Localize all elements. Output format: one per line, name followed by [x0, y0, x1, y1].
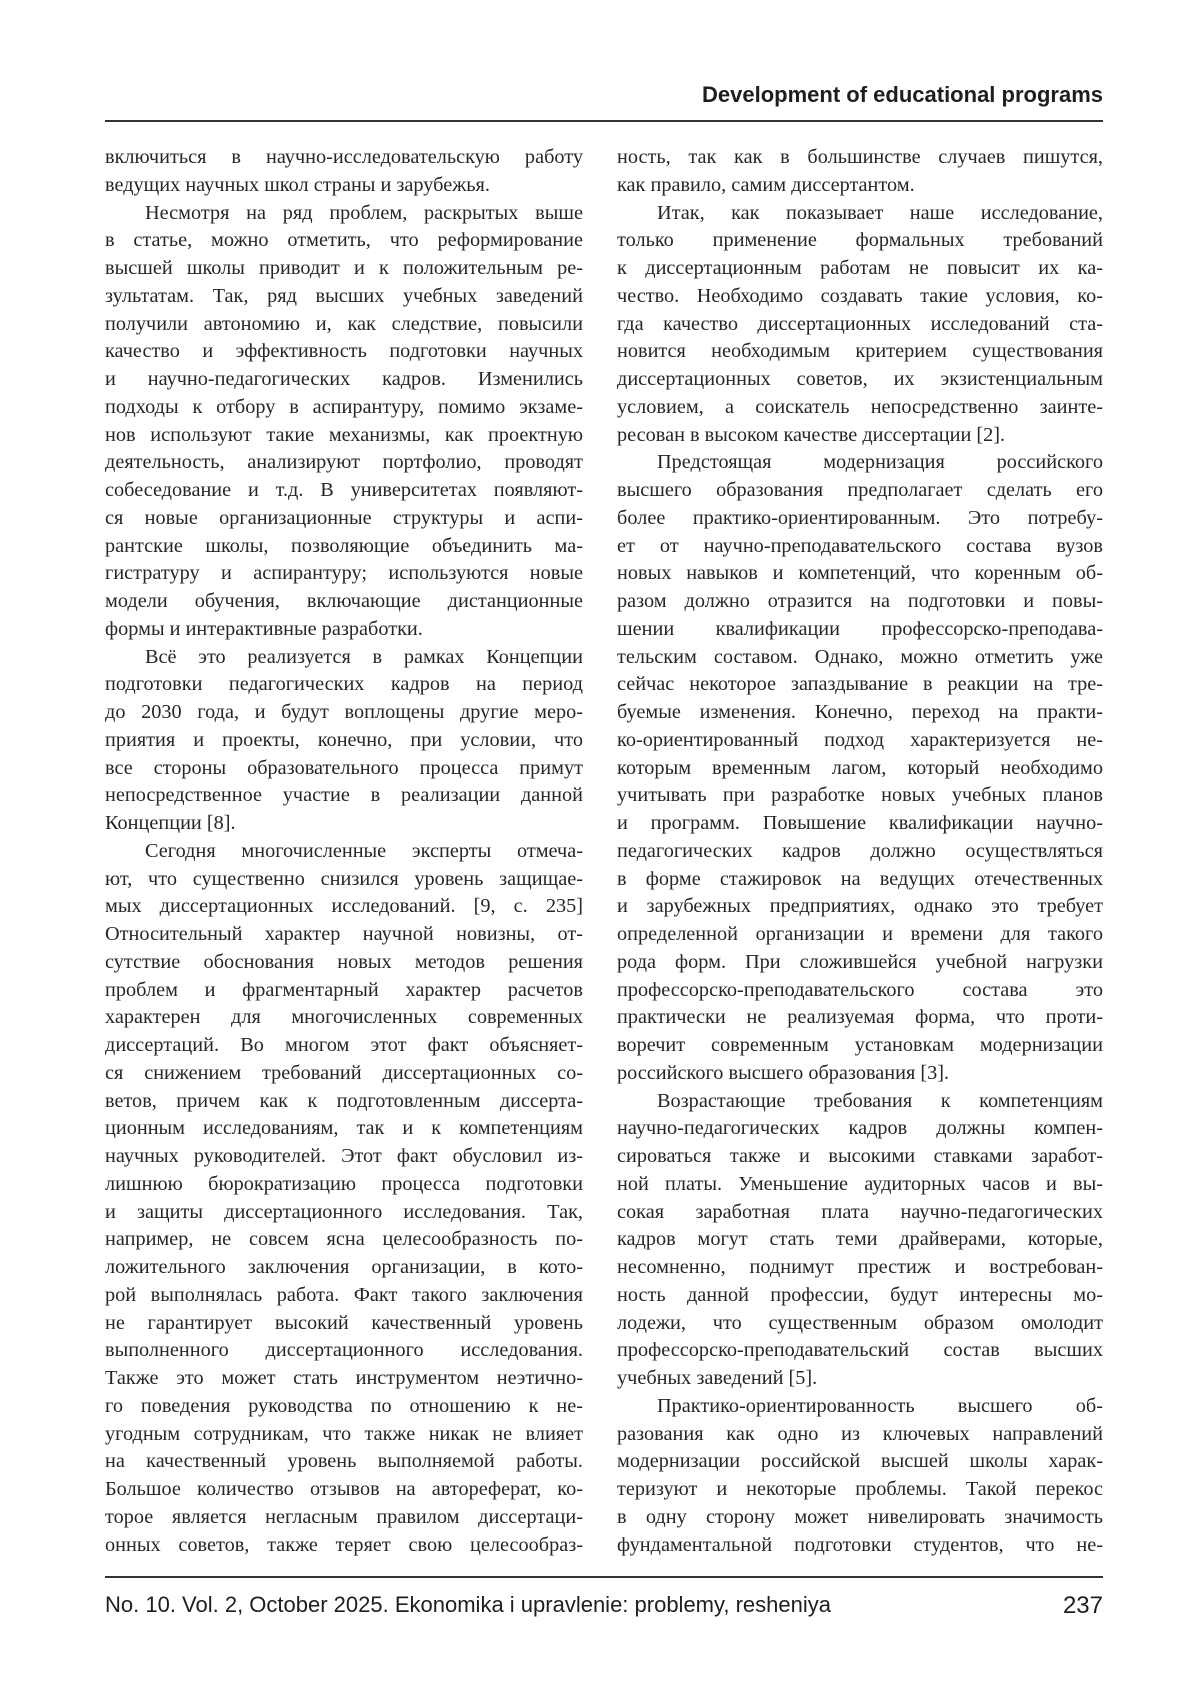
- journal-citation: No. 10. Vol. 2, October 2025. Ekonomika i upravlenie: problemy, resheniya: [105, 1592, 831, 1620]
- paragraph: [617, 144, 1103, 200]
- text-line: Несмотря на ряд проблем, раскрытых выше: [105, 200, 583, 228]
- paragraph: [617, 1393, 1103, 1560]
- text-line: го поведения руководства по отношению к не-: [105, 1393, 583, 1421]
- text-line: проблем и фрагментарный характер расчетов: [105, 977, 583, 1005]
- text-line: рантские школы, позволяющие объединить ма-: [105, 533, 583, 561]
- text-line: более практико-ориентированным. Это потребу-: [617, 505, 1103, 533]
- text-line: до 2030 года, и будут воплощены другие меро-: [105, 699, 583, 727]
- text-line: Сегодня многочисленные эксперты отмеча-: [105, 838, 583, 866]
- text-line: тельским составом. Однако, можно отметить уже: [617, 644, 1103, 672]
- paragraph: [617, 1088, 1103, 1393]
- text-line: онных советов, также теряет свою целесообраз-: [105, 1532, 583, 1560]
- text-line: Всё это реализуется в рамках Концепции: [105, 644, 583, 672]
- text-line: модели обучения, включающие дистанционные: [105, 588, 583, 616]
- text-line: Возрастающие требования к компетенциям: [617, 1088, 1103, 1116]
- text-line: характерен для многочисленных современных: [105, 1004, 583, 1032]
- text-line: кадров могут стать теми драйверами, которые,: [617, 1226, 1103, 1254]
- text-line: буемые изменения. Конечно, переход на практи-: [617, 699, 1103, 727]
- text-line: нов используют такие механизмы, как проектную: [105, 422, 583, 450]
- paragraph: [105, 144, 583, 200]
- text-line: Предстоящая модернизация российского: [617, 449, 1103, 477]
- text-column-left: [105, 144, 583, 1559]
- text-line: выполненного диссертационного исследования.: [105, 1337, 583, 1365]
- header-rule: [105, 120, 1103, 122]
- text-line: ведущих научных школ страны и зарубежья.: [105, 172, 583, 200]
- text-line: профессорско-преподавательского состава это: [617, 977, 1103, 1005]
- text-line: ность данной профессии, будут интересны мо-: [617, 1282, 1103, 1310]
- text-line: ветов, причем как к подготовленным диссерта-: [105, 1088, 583, 1116]
- text-line: сокая заработная плата научно-педагогических: [617, 1199, 1103, 1227]
- text-line: Концепции [8].: [105, 810, 583, 838]
- text-line: Практико-ориентированность высшего об-: [617, 1393, 1103, 1421]
- text-line: гда качество диссертационных исследований ста-: [617, 311, 1103, 339]
- text-line: сироваться также и высокими ставками заработ-: [617, 1143, 1103, 1171]
- text-line: ционным исследованиям, так и к компетенциям: [105, 1115, 583, 1143]
- text-line: получили автономию и, как следствие, повысили: [105, 311, 583, 339]
- text-line: профессорско-преподавательский состав высших: [617, 1337, 1103, 1365]
- paragraph: [105, 838, 583, 1560]
- text-line: определенной организации и времени для такого: [617, 921, 1103, 949]
- text-line: подходы к отбору в аспирантуру, помимо экзаме-: [105, 394, 583, 422]
- text-column-right: [617, 144, 1103, 1559]
- text-line: подготовки педагогических кадров на период: [105, 671, 583, 699]
- text-line: в одну сторону может нивелировать значимость: [617, 1504, 1103, 1532]
- text-line: на качественный уровень выполняемой работы.: [105, 1448, 583, 1476]
- text-line: рода форм. При сложившейся учебной нагрузки: [617, 949, 1103, 977]
- text-line: мых диссертационных исследований. [9, с. 235]: [105, 893, 583, 921]
- text-line: сутствие обоснования новых методов решения: [105, 949, 583, 977]
- text-line: торое является негласным правилом диссертаци-: [105, 1504, 583, 1532]
- text-line: ко-ориентированный подход характеризуется не-: [617, 727, 1103, 755]
- paragraph: [105, 200, 583, 644]
- text-line: российского высшего образования [3].: [617, 1060, 1103, 1088]
- text-line: гистратуру и аспирантуру; используются новые: [105, 560, 583, 588]
- text-line: к диссертационным работам не повысит их ка-: [617, 255, 1103, 283]
- text-line: только применение формальных требований: [617, 227, 1103, 255]
- text-line: научных руководителей. Этот факт обусловил из-: [105, 1143, 583, 1171]
- text-line: учитывать при разработке новых учебных планов: [617, 782, 1103, 810]
- text-line: ют, что существенно снизился уровень защищае-: [105, 866, 583, 894]
- text-line: Большое количество отзывов на автореферат, ко-: [105, 1476, 583, 1504]
- text-line: учебных заведений [5].: [617, 1365, 1103, 1393]
- text-line: условием, а соискатель непосредственно заинте-: [617, 394, 1103, 422]
- text-line: модернизации российской высшей школы харак-: [617, 1448, 1103, 1476]
- text-line: приятия и проекты, конечно, при условии, что: [105, 727, 583, 755]
- page-footer: [105, 1592, 1103, 1620]
- text-line: чество. Необходимо создавать такие условия, ко-: [617, 283, 1103, 311]
- text-line: высшей школы приводит и к положительным ре-: [105, 255, 583, 283]
- text-line: новится необходимым критерием существования: [617, 338, 1103, 366]
- text-line: диссертационных советов, их экзистенциальным: [617, 366, 1103, 394]
- text-line: формы и интерактивные разработки.: [105, 616, 583, 644]
- text-line: и программ. Повышение квалификации научно-: [617, 810, 1103, 838]
- text-line: зультатам. Так, ряд высших учебных заведений: [105, 283, 583, 311]
- text-line: угодным сотрудникам, что также никак не влияет: [105, 1421, 583, 1449]
- text-line: например, не совсем ясна целесообразность по-: [105, 1226, 583, 1254]
- text-line: высшего образования предполагает сделать его: [617, 477, 1103, 505]
- text-line: Также это может стать инструментом неэтично-: [105, 1365, 583, 1393]
- text-line: собеседование и т.д. В университетах появляют-: [105, 477, 583, 505]
- text-line: новых навыков и компетенций, что коренным об-: [617, 560, 1103, 588]
- text-line: непосредственное участие в реализации данной: [105, 782, 583, 810]
- text-line: которым временным лагом, который необходимо: [617, 755, 1103, 783]
- text-line: несомненно, поднимут престиж и востребован-: [617, 1254, 1103, 1282]
- text-line: и защиты диссертационного исследования. Так,: [105, 1199, 583, 1227]
- text-line: разом должно отразится на подготовки и повы-: [617, 588, 1103, 616]
- paragraph: [617, 200, 1103, 450]
- text-line: и зарубежных предприятиях, однако это требует: [617, 893, 1103, 921]
- text-line: все стороны образовательного процесса примут: [105, 755, 583, 783]
- text-line: сейчас некоторое запаздывание в реакции на тре-: [617, 671, 1103, 699]
- text-line: ся новые организационные структуры и аспи-: [105, 505, 583, 533]
- text-line: Итак, как показывает наше исследование,: [617, 200, 1103, 228]
- text-line: диссертаций. Во многом этот факт объясняет-: [105, 1032, 583, 1060]
- paragraph: [617, 449, 1103, 1087]
- text-line: не гарантирует высокий качественный уровень: [105, 1310, 583, 1338]
- footer-rule: [105, 1576, 1103, 1578]
- paragraph: [105, 644, 583, 838]
- text-line: разования как одно из ключевых направлений: [617, 1421, 1103, 1449]
- text-line: рой выполнялась работа. Факт такого заключения: [105, 1282, 583, 1310]
- text-line: ресован в высоком качестве диссертации [2].: [617, 422, 1103, 450]
- text-line: шении квалификации профессорско-преподава-: [617, 616, 1103, 644]
- text-line: Относительный характер научной новизны, от-: [105, 921, 583, 949]
- text-line: ложительного заключения организации, в кото-: [105, 1254, 583, 1282]
- text-line: качество и эффективность подготовки научных: [105, 338, 583, 366]
- running-header-title: Development of educational programs: [702, 82, 1103, 108]
- text-line: ет от научно-преподавательского состава вузов: [617, 533, 1103, 561]
- text-line: как правило, самим диссертантом.: [617, 172, 1103, 200]
- text-line: ность, так как в большинстве случаев пишутся,: [617, 144, 1103, 172]
- text-line: научно-педагогических кадров должны компен-: [617, 1115, 1103, 1143]
- text-line: ся снижением требований диссертационных со-: [105, 1060, 583, 1088]
- text-line: педагогических кадров должно осуществляться: [617, 838, 1103, 866]
- text-line: лишнюю бюрократизацию процесса подготовки: [105, 1171, 583, 1199]
- text-line: деятельность, анализируют портфолио, проводят: [105, 449, 583, 477]
- text-line: лодежи, что существенным образом омолодит: [617, 1310, 1103, 1338]
- text-line: воречит современным установкам модернизации: [617, 1032, 1103, 1060]
- text-line: практически не реализуемая форма, что проти-: [617, 1004, 1103, 1032]
- text-line: ной платы. Уменьшение аудиторных часов и вы-: [617, 1171, 1103, 1199]
- text-line: в форме стажировок на ведущих отечественных: [617, 866, 1103, 894]
- page-number: 237: [1063, 1592, 1103, 1620]
- text-line: фундаментальной подготовки студентов, что не-: [617, 1532, 1103, 1560]
- text-line: и научно-педагогических кадров. Изменились: [105, 366, 583, 394]
- text-line: теризуют и некоторые проблемы. Такой перекос: [617, 1476, 1103, 1504]
- text-line: в статье, можно отметить, что реформирование: [105, 227, 583, 255]
- text-line: включиться в научно-исследовательскую работу: [105, 144, 583, 172]
